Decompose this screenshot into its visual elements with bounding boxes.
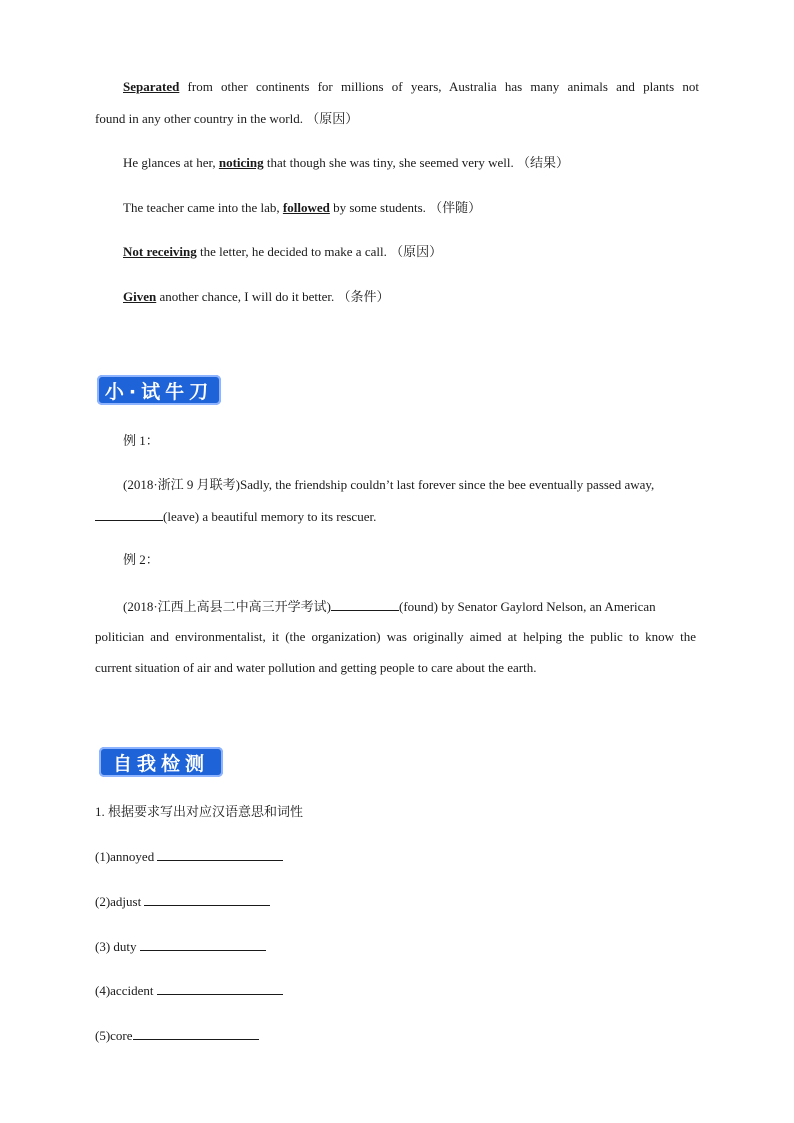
exercise-2-source: (2018·江西上高县二中高三开学考试) <box>123 599 331 614</box>
example-3-before: The teacher came into the lab, <box>123 200 283 215</box>
example-1-text: from other continents for millions of years, Australia has many animals and plants not <box>179 79 699 94</box>
answer-blank[interactable] <box>144 892 270 906</box>
keyword-given: Given <box>123 289 157 304</box>
answer-blank[interactable] <box>133 1026 259 1040</box>
example-1-line-1 <box>123 78 699 96</box>
example-2-before: He glances at her, <box>123 155 219 170</box>
exercise-1-text: (leave) a beautiful memory to its rescuer. <box>163 509 377 524</box>
example-4 <box>123 243 442 261</box>
vocab-item-3 <box>95 937 266 956</box>
exercise-2-line-3: current situation of air and water pollution and getting people to care about the earth. <box>95 660 537 675</box>
exercise-1-line-1: (2018·浙江 9 月联考)Sadly, the friendship couldn’t last forever since the bee eventually passed away, <box>123 477 655 492</box>
exercise-2-text: (found) by Senator Gaylord Nelson, an American <box>399 599 656 614</box>
example-2 <box>123 154 569 172</box>
example-2-after: that though she was tiny, she seemed very well. （结果） <box>263 155 569 170</box>
vocab-word: (1)annoyed <box>95 849 158 864</box>
keyword-noticing: noticing <box>218 155 264 170</box>
vocab-word: (4)accident <box>95 983 157 998</box>
section-badge-practice: 小·试牛刀 <box>97 375 221 405</box>
example-label-2: 例 2： <box>123 552 159 567</box>
question-1-title: 1. 根据要求写出对应汉语意思和词性 <box>95 804 304 819</box>
vocab-item-5 <box>95 1026 259 1045</box>
example-4-after: the letter, he decided to make a call. （原因） <box>196 244 443 259</box>
exercise-1-line-2 <box>95 507 376 526</box>
example-5 <box>123 288 389 306</box>
answer-blank[interactable] <box>157 847 283 861</box>
example-1-line-2: found in any other country in the world. （原因） <box>95 111 359 126</box>
vocab-word: (5)core <box>95 1028 133 1043</box>
example-3 <box>123 199 481 217</box>
vocab-word: (3) duty <box>95 939 140 954</box>
example-3-after: by some students. （伴随） <box>329 200 482 215</box>
keyword-followed: followed <box>282 200 330 215</box>
section-badge-self-test: 自我检测 <box>99 747 223 777</box>
vocab-item-1 <box>95 847 283 866</box>
keyword-separated: Separated <box>123 79 180 94</box>
exercise-2-line-2: politician and environmentalist, it (the organization) was originally aimed at helping the public to know the <box>95 629 696 644</box>
answer-blank-1[interactable] <box>95 507 163 521</box>
vocab-item-2 <box>95 892 270 911</box>
exercise-2-line-1 <box>123 597 656 616</box>
vocab-word: (2)adjust <box>95 894 145 909</box>
answer-blank-2[interactable] <box>331 597 399 611</box>
answer-blank[interactable] <box>140 937 266 951</box>
keyword-not-receiving: Not receiving <box>123 244 197 259</box>
vocab-item-4 <box>95 981 283 1000</box>
example-label-1: 例 1： <box>123 433 159 448</box>
answer-blank[interactable] <box>157 981 283 995</box>
example-5-after: another chance, I will do it better. （条件） <box>156 289 390 304</box>
